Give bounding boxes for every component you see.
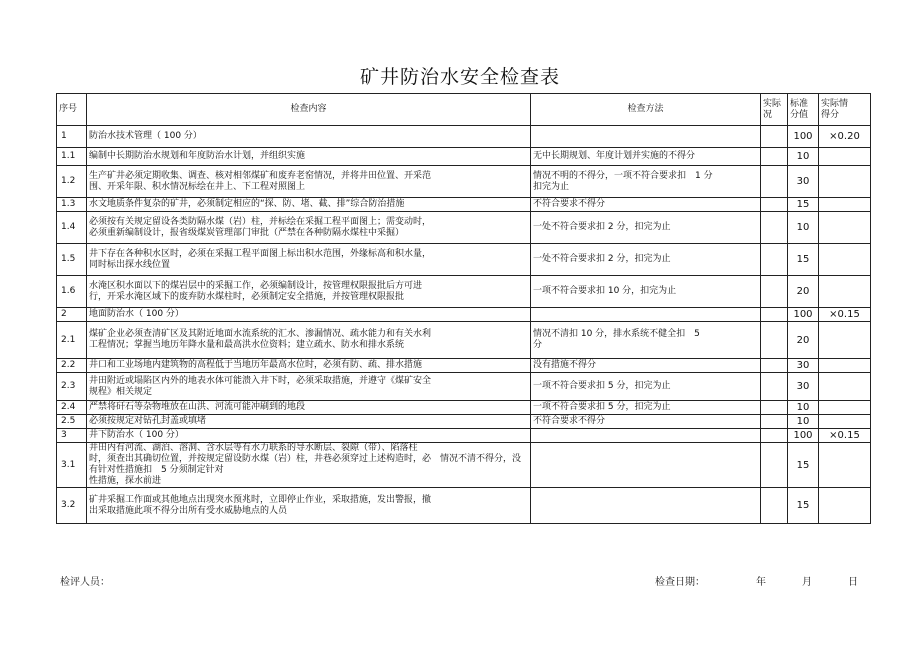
row-standard-score: 30: [788, 166, 819, 198]
row-actual: [761, 429, 788, 443]
row-number: 3: [57, 429, 87, 443]
table-row: [57, 415, 871, 429]
row-standard-score: 10: [788, 401, 819, 415]
row-actual: [761, 148, 788, 166]
row-weight: [819, 359, 871, 373]
header-method: 检查方法: [531, 94, 761, 126]
row-content: 井下存在各种积水区时，必须在采掘工程平面图上标出积水范围，外缘标高和积水量， 同时标出探水线位置: [87, 244, 531, 276]
row-weight: [819, 148, 871, 166]
header-actual: 实际 况: [761, 94, 788, 126]
row-standard-score: 10: [788, 415, 819, 429]
table-row: [57, 244, 871, 276]
row-number: 1.1: [57, 148, 87, 166]
row-actual: [761, 308, 788, 322]
row-actual: [761, 212, 788, 244]
row-standard-score: 10: [788, 212, 819, 244]
row-number: 2.5: [57, 415, 87, 429]
document-title: 矿井防治水安全检查表: [359, 66, 560, 88]
row-content: 编制中长期防治水规划和年度防治水计划，并组织实施: [87, 148, 531, 166]
date-month: 月: [802, 577, 812, 588]
row-number: 1.5: [57, 244, 87, 276]
row-weight: ×0.15: [819, 308, 871, 322]
row-content: 井田内有河流、湖泊、溶洞、含水层等有水力联系的导水断层、裂隙（带）、陷落柱 时，须查出其确切位置，并按规定留设防水煤（岩）柱，井巷必须穿过上述构造时，必 情况不清不得分，没有针对性措施扣 5 分须制定针对 性措施，探水前进: [87, 443, 531, 488]
row-method: 一项不符合要求扣 5 分，扣完为止: [531, 373, 761, 401]
row-weight: ×0.15: [819, 429, 871, 443]
row-weight: [819, 401, 871, 415]
row-number: 1.3: [57, 198, 87, 212]
date-day: 日: [848, 577, 858, 588]
row-standard-score: 15: [788, 488, 819, 524]
row-actual: [761, 198, 788, 212]
row-content: 必须按规定对钻孔封盖或填堵: [87, 415, 531, 429]
table-row: [57, 126, 871, 148]
row-content: 严禁将矸石等杂物堆放在山洪、河流可能冲刷到的地段: [87, 401, 531, 415]
row-actual: [761, 443, 788, 488]
row-number: 2.3: [57, 373, 87, 401]
row-method: 一项不符合要求扣 10 分，扣完为止: [531, 276, 761, 308]
table-row: [57, 166, 871, 198]
row-weight: [819, 166, 871, 198]
header-standard: 标准 分值: [788, 94, 819, 126]
table-row: [57, 443, 871, 488]
inspector-label: 检评人员：: [60, 577, 110, 588]
row-method: 不符合要求不得分: [531, 198, 761, 212]
row-method: [531, 308, 761, 322]
row-standard-score: 15: [788, 443, 819, 488]
header-content: 检查内容: [87, 94, 531, 126]
header-score: 实际情 得分: [819, 94, 871, 126]
row-actual: [761, 373, 788, 401]
row-method: 情况不明的不得分，一项不符合要求扣 1 分 扣完为止: [531, 166, 761, 198]
row-weight: [819, 373, 871, 401]
row-content: 防治水技术管理（ 100 分）: [87, 126, 531, 148]
row-standard-score: 20: [788, 276, 819, 308]
row-weight: [819, 488, 871, 524]
row-method: 一处不符合要求扣 2 分，扣完为止: [531, 212, 761, 244]
row-method: 没有措施不得分: [531, 359, 761, 373]
table-row: [57, 359, 871, 373]
row-standard-score: 20: [788, 322, 819, 359]
table-row: [57, 322, 871, 359]
row-actual: [761, 415, 788, 429]
row-standard-score: 100: [788, 308, 819, 322]
table-row: [57, 148, 871, 166]
row-weight: [819, 198, 871, 212]
row-weight: [819, 244, 871, 276]
row-standard-score: 30: [788, 373, 819, 401]
table-row: [57, 401, 871, 415]
date-year: 年: [756, 577, 766, 588]
table-row: [57, 488, 871, 524]
table-row: [57, 429, 871, 443]
inspection-table: [56, 93, 871, 524]
row-standard-score: 10: [788, 148, 819, 166]
row-standard-score: 30: [788, 359, 819, 373]
row-content: 井口和工业场地内建筑物的高程低于当地历年最高水位时，必须有防、疏、排水措施: [87, 359, 531, 373]
table-header-row: [57, 94, 871, 126]
row-content: 煤矿企业必须查清矿区及其附近地面水流系统的汇水、渗漏情况、疏水能力和有关水利 工程情况；掌握当地历年降水量和最高洪水位资料；建立疏水、防水和排水系统: [87, 322, 531, 359]
row-method: [531, 429, 761, 443]
row-actual: [761, 488, 788, 524]
row-method: 一项不符合要求扣 5 分，扣完为止: [531, 401, 761, 415]
row-method: [531, 443, 761, 488]
row-weight: [819, 212, 871, 244]
header-no: 序号: [57, 94, 87, 126]
row-standard-score: 15: [788, 198, 819, 212]
row-content: 矿井采掘工作面或其他地点出现突水预兆时，立即停止作业，采取措施，发出警报，撤 出采取措施此项不得分出所有受水威胁地点的人员: [87, 488, 531, 524]
row-weight: [819, 322, 871, 359]
row-number: 1: [57, 126, 87, 148]
row-weight: ×0.20: [819, 126, 871, 148]
row-method: 不符合要求不得分: [531, 415, 761, 429]
row-number: 2.4: [57, 401, 87, 415]
row-method: 情况不清扣 10 分，排水系统不健全扣 5 分: [531, 322, 761, 359]
row-content: 水淹区积水面以下的煤岩层中的采掘工作，必须编制设计，按管理权限报批后方可进 行，开采水淹区域下的废弃防水煤柱时，必须制定安全措施，并按管理权限报批: [87, 276, 531, 308]
row-method: 一处不符合要求扣 2 分，扣完为止: [531, 244, 761, 276]
table-body: [57, 126, 871, 524]
row-actual: [761, 126, 788, 148]
row-standard-score: 100: [788, 429, 819, 443]
row-method: [531, 488, 761, 524]
row-content: 生产矿井必须定期收集、调查、核对相邻煤矿和废弃老窑情况，并将井田位置、开采范 围、开采年限、积水情况标绘在井上、下工程对照图上: [87, 166, 531, 198]
row-actual: [761, 359, 788, 373]
row-weight: [819, 415, 871, 429]
row-actual: [761, 401, 788, 415]
row-number: 1.2: [57, 166, 87, 198]
row-number: 1.4: [57, 212, 87, 244]
row-actual: [761, 276, 788, 308]
table-row: [57, 308, 871, 322]
row-number: 2.1: [57, 322, 87, 359]
row-standard-score: 100: [788, 126, 819, 148]
row-content: 水文地质条件复杂的矿井，必须制定相应的“探、防、堵、截、排”综合防治措施: [87, 198, 531, 212]
row-weight: [819, 276, 871, 308]
row-method: 无中长期规划、年度计划并实施的不得分: [531, 148, 761, 166]
table-row: [57, 373, 871, 401]
row-actual: [761, 244, 788, 276]
row-weight: [819, 443, 871, 488]
row-content: 必须按有关规定留设各类防隔水煤（岩）柱，并标绘在采掘工程平面图上；需变动时， 必须重新编制设计，报省级煤炭管理部门审批（严禁在各种防隔水煤柱中采掘）: [87, 212, 531, 244]
row-content: 井下防治水（ 100 分）: [87, 429, 531, 443]
row-standard-score: 15: [788, 244, 819, 276]
row-actual: [761, 166, 788, 198]
row-method: [531, 126, 761, 148]
table-row: [57, 198, 871, 212]
table-row: [57, 276, 871, 308]
row-content: 地面防治水（ 100 分）: [87, 308, 531, 322]
row-number: 2.2: [57, 359, 87, 373]
row-number: 3.2: [57, 488, 87, 524]
date-label: 检查日期：: [655, 577, 705, 588]
row-number: 2: [57, 308, 87, 322]
row-number: 3.1: [57, 443, 87, 488]
row-actual: [761, 322, 788, 359]
row-number: 1.6: [57, 276, 87, 308]
table-row: [57, 212, 871, 244]
row-content: 井田附近或塌陷区内外的地表水体可能溃入井下时，必须采取措施，并遵守《煤矿安全 规程》相关规定: [87, 373, 531, 401]
